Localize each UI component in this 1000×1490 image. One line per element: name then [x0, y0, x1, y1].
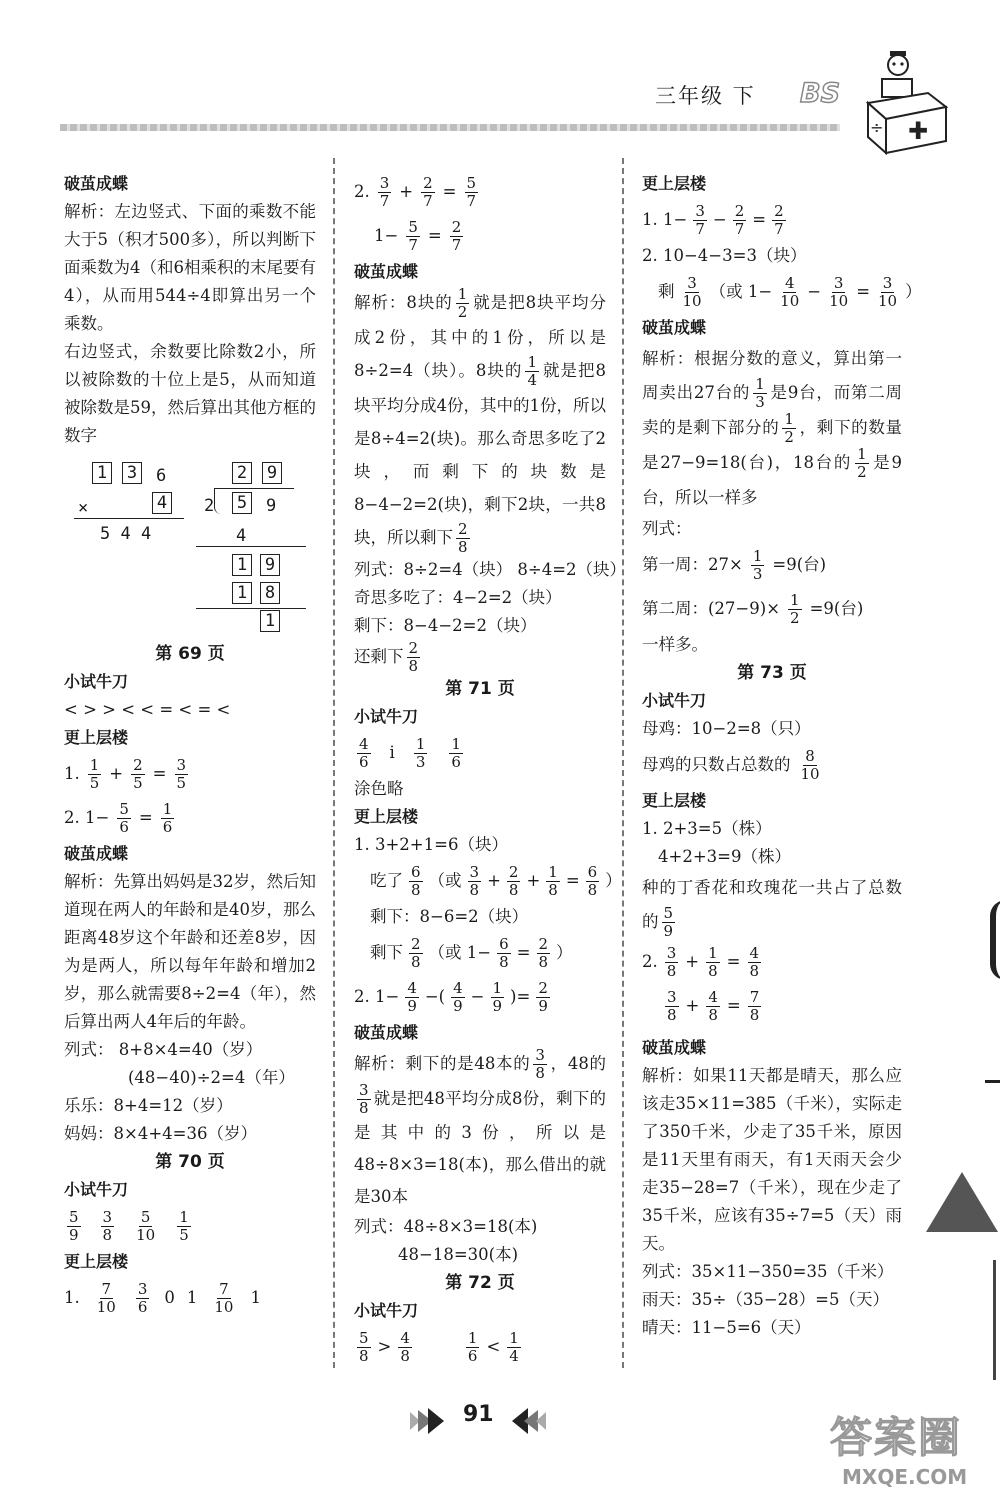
fraction: $\frac{3}{8}$: [666, 943, 677, 980]
digit: 4: [236, 526, 247, 546]
mascot-math-box-icon: [862, 45, 950, 155]
fraction: $\frac{8}{10}$: [800, 746, 820, 783]
fraction: $\frac{1}{2}$: [784, 410, 794, 446]
fraction: $\frac{2}{8}$: [411, 934, 421, 971]
section-heading: 破茧成蝶: [354, 1023, 419, 1042]
fraction: $\frac{6}{8}$: [499, 934, 509, 971]
calc-rule: [214, 488, 294, 489]
answer-fractions: [354, 731, 606, 775]
page-heading: 第 70 页: [155, 1152, 225, 1172]
answer-line: 4+2+3=9（株）: [658, 847, 791, 866]
operator: =: [152, 764, 167, 783]
analysis-text: 种的丁香花和玫瑰花一共占了总数的 $\frac{5}{9}$: [642, 878, 902, 940]
answer-line: 列式：: [642, 519, 692, 538]
fraction: $\frac{1}{6}$: [467, 1328, 478, 1365]
operator: =: [442, 182, 457, 201]
fraction: $\frac{6}{8}$: [411, 862, 421, 899]
fraction: $\frac{2}{5}$: [133, 755, 143, 792]
watermark-url: MXQE.COM: [842, 1465, 968, 1489]
section-heading: 更上层楼: [642, 791, 707, 810]
divisor: 2: [204, 496, 215, 516]
watermark: [830, 1405, 967, 1489]
fraction: $\frac{3}{8}$: [535, 1046, 545, 1082]
fraction: $\frac{3}{8}$: [667, 987, 677, 1024]
equation: [64, 752, 316, 796]
digit-box: 1: [92, 462, 112, 484]
equation: 第一周：27× $\frac{1}{3}$ =9(台): [642, 546, 827, 583]
fraction: $\frac{2}{7}$: [423, 173, 433, 210]
section-heading: 更上层楼: [64, 728, 129, 747]
equation: 剩 $\frac{3}{10}$ （或 1− $\frac{4}{10}$ − $\frac{3}{10}$ = $\frac{3}{10}$ ）: [658, 273, 922, 310]
equation: [354, 214, 606, 258]
svg-text:÷: ÷: [870, 118, 884, 137]
equation: 1. 1− $\frac{3}{7}$ − $\frac{2}{7}$ = $\frac{2}{7}$: [642, 201, 784, 238]
digit-box: 8: [260, 582, 280, 604]
division-bracket: [214, 488, 221, 514]
column-1: [64, 170, 316, 1320]
answer-line: 1. 2+3=5（株）: [642, 819, 772, 838]
answer-number: 1: [186, 1288, 198, 1307]
answer-line: < > > < < = < = <: [64, 700, 231, 719]
answer-line: 列式： 8+8×4=40（岁）: [64, 1040, 263, 1059]
page-heading: 第 71 页: [445, 679, 515, 699]
product: 5 4 4: [100, 524, 152, 544]
fraction: $\frac{3}{10}$: [878, 273, 898, 310]
fraction: $\frac{5}{7}$: [408, 217, 418, 254]
answer-line: 还剩下 $\frac{2}{8}$: [354, 639, 419, 675]
fraction: $\frac{2}{7}$: [774, 201, 784, 238]
fraction: $\frac{2}{8}$: [458, 520, 468, 556]
svg-text:✚: ✚: [908, 117, 929, 145]
fraction: $\frac{3}{8}$: [469, 862, 480, 899]
calc-rule: [196, 608, 306, 609]
section-heading: 更上层楼: [64, 1252, 129, 1271]
answer-line: 列式：35×11−350=35（千米）: [642, 1262, 894, 1281]
fraction: $\frac{1}{5}$: [179, 1207, 189, 1244]
digit-box: 4: [152, 492, 172, 514]
section-heading: 破茧成蝶: [64, 174, 129, 193]
equation: $\frac{3}{8}$ + $\frac{4}{8}$ = $\frac{7}{8}$: [667, 987, 760, 1024]
fraction: $\frac{4}{9}$: [407, 978, 417, 1015]
answer-line: 列式：48÷8×3=18(本): [354, 1217, 538, 1236]
column-divider-2: [622, 158, 624, 1368]
fraction: $\frac{6}{8}$: [587, 862, 598, 899]
item-number: 1−: [374, 226, 399, 245]
fraction: $\frac{5}{9}$: [69, 1207, 79, 1244]
operator: +: [109, 764, 124, 783]
equation: 母鸡的只数占总数的 $\frac{8}{10}$: [642, 746, 820, 783]
section-heading: 更上层楼: [642, 174, 707, 193]
operator: =: [427, 226, 442, 245]
fraction: $\frac{1}{3}$: [415, 734, 426, 771]
watermark-text: 答案圈: [830, 1413, 963, 1462]
answer-line: 48−18=30(本): [398, 1245, 519, 1264]
equation: [64, 796, 316, 840]
fraction: $\frac{3}{5}$: [176, 755, 187, 792]
item-number: 1.: [64, 764, 80, 783]
fraction: $\frac{1}{6}$: [162, 799, 173, 836]
page-edge-mark: [985, 1080, 1000, 1083]
fraction: $\frac{5}{6}$: [119, 799, 129, 836]
equation: 2. $\frac{3}{8}$ + $\frac{1}{8}$ = $\frac{4}{8}$: [642, 943, 760, 980]
fraction: $\frac{7}{10}$: [214, 1279, 234, 1316]
page-heading: 第 72 页: [445, 1273, 515, 1293]
analysis-text: 解析：8块的 $\frac{1}{2}$ 就是把8块平均分成2份，其中的1份，所以是8÷2=4（块）。8块的 $\frac{1}{4}$ 就是把8块平均分成4份，其中的1份，所以是8÷4=2(块)。那么奇思多吃了2块，而剩下的块数是8−4−2=2(块)，剩下2块，一共8块，所以剩下 $\frac{2}{8}$: [354, 285, 606, 556]
fraction: $\frac{3}{8}$: [102, 1207, 113, 1244]
section-heading: 破茧成蝶: [354, 262, 419, 281]
fraction: $\frac{3}{10}$: [682, 273, 702, 310]
multiply-sign: ×: [78, 498, 89, 518]
analysis-text: 解析：如果11天都是晴天，那么应该走35×11=385（千米），实际走了350千米，少走了35千米，原因是11天里有雨天，有1天雨天会少走35−28=7（千米），现在少走了35千米，应该有35÷7=5（天）雨天。: [642, 1066, 902, 1253]
section-heading: 小试牛刀: [354, 707, 419, 726]
section-heading: 破茧成蝶: [642, 318, 707, 337]
fraction: $\frac{1}{2}$: [857, 445, 867, 481]
fraction: $\frac{4}{10}$: [780, 273, 800, 310]
fraction: $\frac{5}{9}$: [663, 904, 674, 940]
analysis-text: 解析：先算出妈妈是32岁，然后知道现在两人的年龄和是40岁，那么距离48岁这个年龄和还差8岁，因为是两人，所以每年年龄和增加2岁，那么就需要8÷2=4（年），然后算出两人4年后的年龄。: [64, 872, 316, 1031]
page-edge-mark: [993, 1260, 1000, 1380]
grade-label: 三年级 下: [655, 84, 756, 108]
fraction: $\frac{3}{8}$: [359, 1081, 369, 1117]
fraction: $\frac{4}{8}$: [400, 1328, 410, 1365]
page-heading: 第 69 页: [155, 644, 225, 664]
fraction: $\frac{1}{2}$: [457, 285, 468, 321]
equation: $\frac{5}{8}$ > $\frac{4}{8}$ $\frac{1}{6}$ < $\frac{1}{4}$: [359, 1328, 519, 1365]
fraction: $\frac{2}{8}$: [538, 934, 549, 971]
fraction: $\frac{4}{8}$: [708, 987, 718, 1024]
fraction: $\frac{3}{7}$: [695, 201, 705, 238]
fraction: $\frac{4}{9}$: [453, 978, 463, 1015]
fraction: $\frac{4}{6}$: [359, 734, 369, 771]
answer-line: 乐乐：8+4=12（岁）: [64, 1096, 233, 1115]
digit: 6: [156, 466, 167, 486]
digit-box: 5: [232, 492, 252, 514]
analysis-text: 解析：左边竖式、下面的乘数不能大于5（积才500多），所以判断下面乘数为4（和6相乘积的末尾要有4），从而用544÷4即算出另一个乘数。: [64, 202, 316, 333]
digit-box: 9: [262, 462, 282, 484]
item-number: 2. 1−: [64, 808, 110, 827]
fraction: $\frac{1}{3}$: [752, 546, 763, 583]
fraction: $\frac{1}{8}$: [708, 943, 718, 980]
fraction: $\frac{1}{6}$: [451, 734, 461, 771]
fraction: $\frac{2}{7}$: [734, 201, 745, 238]
section-heading: 破茧成蝶: [642, 1038, 707, 1057]
fraction: $\frac{5}{7}$: [466, 173, 477, 210]
answer-line: 一样多。: [642, 635, 708, 654]
page-header: [0, 0, 1000, 150]
arrow-right-icon: [410, 1408, 446, 1434]
answer-number: 1: [250, 1288, 261, 1307]
column-divider-1: [333, 158, 335, 1368]
calc-rule: [74, 518, 184, 519]
equation: [354, 170, 606, 214]
digit-box: 3: [122, 462, 142, 484]
fraction: $\frac{2}{8}$: [508, 862, 519, 899]
answer-number: i: [389, 743, 395, 762]
answer-number: 0: [164, 1288, 175, 1307]
header-rule: [60, 124, 840, 131]
answer-line: (48−40)÷2=4（年）: [128, 1068, 295, 1087]
fraction: $\frac{1}{9}$: [492, 978, 503, 1015]
section-heading: 更上层楼: [354, 807, 419, 826]
equation: 剩下 $\frac{2}{8}$ （或 1− $\frac{6}{8}$ = $\frac{2}{8}$ ）: [370, 934, 573, 971]
equation: 2. 1− $\frac{4}{9}$ −( $\frac{4}{9}$ − $\frac{1}{9}$ )= $\frac{2}{9}$: [354, 978, 548, 1015]
fraction: $\frac{1}{4}$: [527, 353, 537, 389]
equation: 第二周：(27−9)× $\frac{1}{2}$ =9(台): [642, 590, 864, 627]
calc-rule: [196, 546, 306, 547]
arrow-left-icon: [510, 1408, 546, 1434]
fraction: $\frac{1}{2}$: [790, 590, 800, 627]
fraction: $\frac{2}{9}$: [538, 978, 548, 1015]
triangle-decoration-icon: [924, 1170, 1000, 1234]
answer-line: 妈妈：8×4+4=36（岁）: [64, 1124, 257, 1143]
analysis-text: 解析：根据分数的意义，算出第一周卖出27台的 $\frac{1}{3}$ 是9台，而第二周卖的是剩下部分的 $\frac{1}{2}$ ，剩下的数量是27−9=18(台)，18台的 $\frac{1}{2}$ 是9台，所以一样多: [642, 349, 903, 507]
equation: 吃了 $\frac{6}{8}$ （或 $\frac{3}{8}$ + $\frac{2}{8}$ + $\frac{1}{8}$ = $\frac{6}{8}$ ）: [370, 862, 622, 899]
answer-line: 列式：8÷2=4（块） 8÷4=2（块）: [354, 560, 627, 579]
fraction: $\frac{3}{10}$: [829, 273, 849, 310]
digit-box: 9: [260, 554, 280, 576]
answer-fractions: [64, 1204, 316, 1248]
fraction: $\frac{5}{10}$: [136, 1207, 156, 1244]
answer-line: 2. 10−4−3=3（块）: [642, 246, 807, 265]
fraction: $\frac{2}{8}$: [408, 639, 419, 675]
fraction: $\frac{5}{8}$: [359, 1328, 369, 1365]
digit-box: 1: [232, 582, 252, 604]
fraction: $\frac{3}{7}$: [379, 173, 390, 210]
section-heading: 破茧成蝶: [64, 844, 129, 863]
fraction: $\frac{7}{10}$: [96, 1279, 116, 1316]
section-heading: 小试牛刀: [64, 672, 129, 691]
item-number: 1.: [64, 1288, 80, 1307]
answer-line: 1. 3+2+1=6（块）: [354, 835, 508, 854]
fraction: $\frac{4}{8}$: [749, 943, 760, 980]
section-heading: 小试牛刀: [354, 1301, 419, 1320]
column-2: [354, 170, 627, 1369]
page-number: 91: [463, 1402, 494, 1427]
column-3: [642, 170, 922, 1342]
operator: =: [138, 808, 153, 827]
answer-line: 奇思多吃了：4−2=2（块）: [354, 588, 562, 607]
fraction: $\frac{1}{4}$: [509, 1328, 519, 1365]
fraction: $\frac{1}{3}$: [755, 375, 765, 411]
digit: 9: [266, 496, 277, 516]
analysis-text: 解析：剩下的是48本的 $\frac{3}{8}$ ，48的 $\frac{3}{8}$ 就是把48平均分成8份，剩下的是其中的3份，所以是48÷8×3=18(本)，那么借出的就是30本: [354, 1046, 607, 1206]
fraction: $\frac{7}{8}$: [749, 987, 760, 1024]
section-heading: 小试牛刀: [64, 1180, 129, 1199]
series-logo: BS: [800, 78, 841, 109]
vertical-calculation: [64, 450, 316, 631]
fraction: $\frac{1}{5}$: [89, 755, 100, 792]
answer-line: 剩下：8−4−2=2（块）: [354, 616, 537, 635]
answer-fractions: [64, 1276, 316, 1320]
item-number: 2.: [354, 182, 370, 201]
fraction: $\frac{1}{8}$: [548, 862, 558, 899]
analysis-text: 右边竖式，余数要比除数2小，所以被除数的十位上是5，从而知道被除数是59，然后算出其他方框的数字: [64, 342, 316, 445]
digit-box: 2: [232, 462, 252, 484]
fraction: $\frac{2}{7}$: [451, 217, 462, 254]
answer-line: 涂色略: [354, 779, 404, 798]
answer-line: 雨天：35÷（35−28）=5（天）: [642, 1290, 889, 1309]
operator: +: [399, 182, 414, 201]
fraction: $\frac{3}{6}$: [137, 1279, 148, 1316]
digit-box: 1: [232, 554, 252, 576]
answer-line: 晴天：11−5=6（天）: [642, 1318, 811, 1337]
digit-box: 1: [260, 610, 280, 632]
page-heading: 第 73 页: [737, 663, 807, 683]
answer-line: 母鸡：10−2=8（只）: [642, 719, 811, 738]
page-edge-mark: [990, 900, 1000, 980]
answer-line: 剩下：8−6=2（块）: [370, 907, 529, 926]
section-heading: 小试牛刀: [642, 691, 707, 710]
